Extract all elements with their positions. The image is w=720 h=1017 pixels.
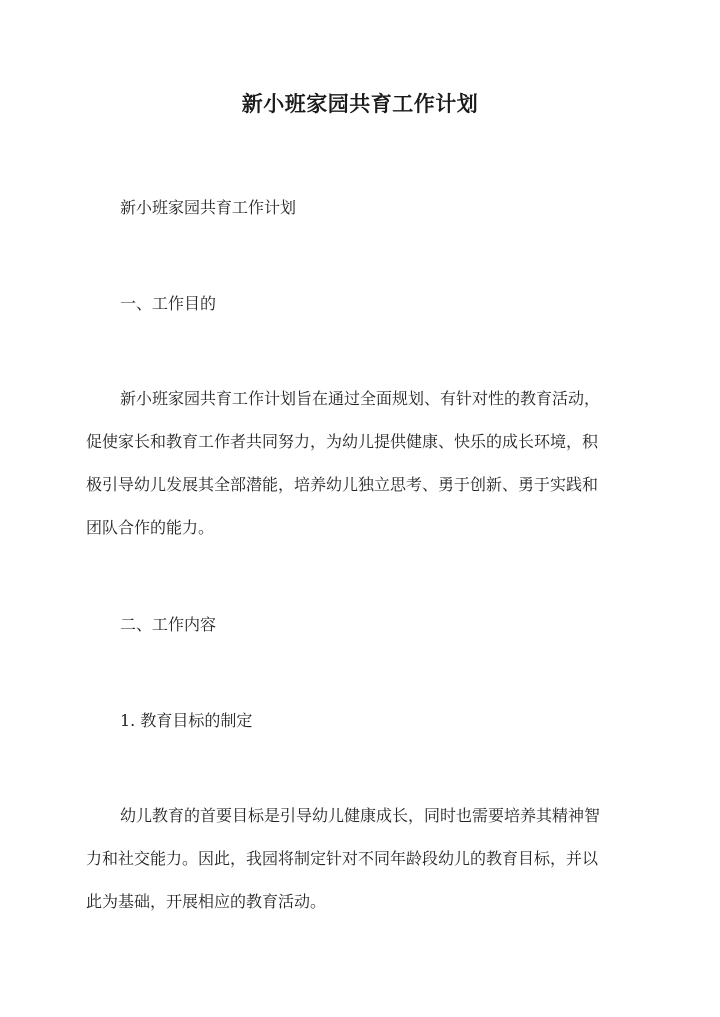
document-subtitle: 新小班家园共育工作计划 (120, 198, 297, 217)
paragraph-purpose-line-4: 团队合作的能力。 (86, 518, 215, 537)
paragraph-purpose-line-2: 促使家长和教育工作者共同努力，为幼儿提供健康、快乐的成长环境，积 (86, 432, 599, 451)
subsection-heading-goals: 1. 教育目标的制定 (120, 711, 253, 730)
paragraph-purpose-line-3: 极引导幼儿发展其全部潜能，培养幼儿独立思考、勇于创新、勇于实践和 (86, 475, 599, 494)
paragraph-goals-line-2: 力和社交能力。因此，我园将制定针对不同年龄段幼儿的教育目标，并以 (86, 849, 599, 868)
section-heading-purpose: 一、工作目的 (120, 294, 217, 313)
document-title: 新小班家园共育工作计划 (241, 91, 479, 116)
paragraph-purpose-line-1: 新小班家园共育工作计划旨在通过全面规划、有针对性的教育活动， (120, 389, 601, 408)
paragraph-goals-line-1: 幼儿教育的首要目标是引导幼儿健康成长，同时也需要培养其精神智 (120, 806, 601, 825)
section-heading-content: 二、工作内容 (120, 615, 217, 634)
paragraph-goals-line-3: 此为基础，开展相应的教育活动。 (86, 892, 327, 911)
